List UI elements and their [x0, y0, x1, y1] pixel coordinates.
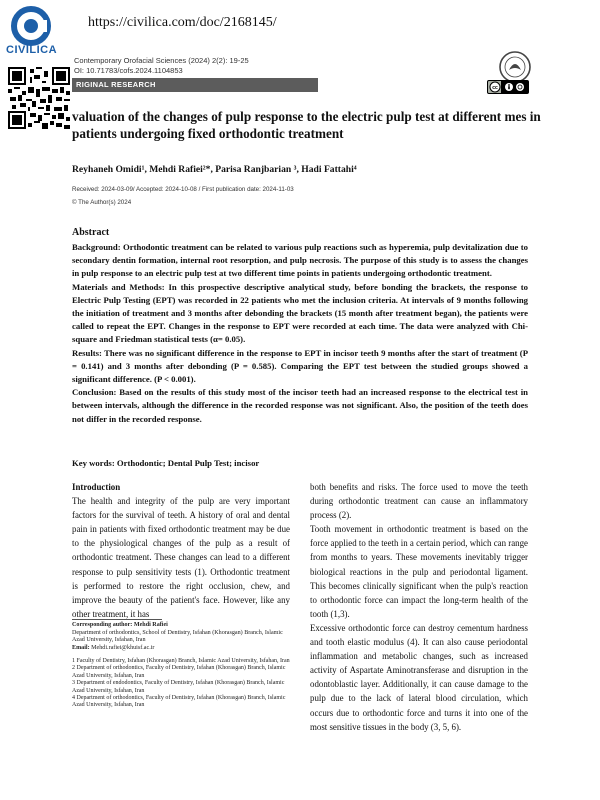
affiliation-4: 4 Department of orthodontics, Faculty of Dentistry, Isfahan (Khorasgan) Branch, Islamic Azad University, Isfahan, Iran — [72, 695, 286, 709]
qr-code-icon — [8, 67, 70, 129]
keywords: Key words: Orthodontic; Dental Pulp Test; incisor — [72, 458, 260, 468]
journal-citation: Contemporary Orofacial Sciences (2024) 2(2): 19-25 — [74, 56, 249, 65]
publication-dates: Received: 2024-03-09/ Accepted: 2024-10-08 / First publication date: 2024-11-03 — [72, 186, 294, 193]
cc-license-text: cc — [492, 85, 498, 91]
abstract-background: Background: Orthodontic treatment can be related to various pulp reactions such as hyperemia, pulp devitalization due to secondary dentin formation, internal root resorption, and pulp necrosis. The purpose of this study is to assess the changes in pulp response to an electric pulp test at two different time points in patients undergoing orthodontic treatment. — [72, 242, 528, 279]
corresponding-author — [72, 622, 290, 652]
right-column — [310, 480, 528, 734]
abstract-results: Results: There was no significant difference in the response to EPT in incisor teeth 9 months after the start of treatment (P = 0.141) and 3 months after debonding (P = 0.585). Comparing the EPT test between the studied groups showed a significant difference. (P < 0.001). — [72, 347, 528, 385]
abstract-heading: Abstract — [72, 227, 110, 238]
journal-seal-icon — [498, 50, 532, 84]
abstract-body — [72, 241, 528, 426]
journal-doi[interactable]: OI: 10.71783/cofs.2024.1104853 — [74, 66, 183, 75]
journal-info — [74, 56, 249, 76]
email-label: Email: — [72, 644, 90, 651]
abstract-methods: Materials and Methods: In this prospective descriptive analytical study, before bonding the brackets, the response to Electric Pulp Testing (EPT) was recorded in 22 patients who met the inclusion criteria. At intervals of 9 months following the initiation of treatment and 3 months after debonding the brackets (15 month after treatment began), the patients were called to repeat the EPT. Changes in the response to EPT were recorded at each time. The data were analyzed with Chi-square and Friedman statistical tests (α= 0.05). — [72, 281, 528, 345]
corresponding-author-dept: Department of orthodontics, School of Dentistry, Isfahan (Khorasgan) Branch, Islamic Azad University, Isfahan, Iran — [72, 629, 283, 644]
civilica-wordmark: CIVILICA — [6, 44, 58, 56]
affiliation-2: 2 Department of orthodontics, Faculty of Dentistry, Isfahan (Khorasgan) Branch, Islamic Azad University, Isfahan, Iran — [72, 665, 286, 679]
article-type-label: RIGINAL RESEARCH — [76, 80, 156, 89]
article-title: valuation of the changes of pulp response to the electric pulp test at different mes in patients undergoing fixed orthodontic treatment — [72, 109, 541, 141]
author-list: Reyhaneh Omidi¹, Mehdi Rafiei²*, Parisa Ranjbarian ³, Hadi Fattahi⁴ — [72, 164, 357, 175]
footnote-divider — [72, 619, 162, 620]
corresponding-author-label: Corresponding author: Mehdi Rafiei — [72, 622, 168, 628]
affiliation-1: 1 Faculty of Dentistry, Isfahan (Khorasgan) Branch, Islamic Azad University, Isfahan, Iran — [72, 658, 290, 664]
body-paragraph-1: both benefits and risks. The force used to move the teeth during orthodontic treatment can cause an inflammatory process (2). — [310, 482, 528, 521]
abstract-conclusion: Conclusion: Based on the results of this study most of the incisor teeth had an increased response to the electrical test in between intervals, although the difference in the recorded response was not significant. Also, the position of the teeth does not differ in the recorded response. — [72, 387, 528, 424]
body-paragraph-2: Tooth movement in orthodontic treatment is based on the force applied to the teeth in a certain period, which can range from months to years. These movements inevitably trigger biological reactions in the pulp and periodontal ligament. This becomes clinically significant when the pulp's reaction to orthodontic force can impact the long-term health of the tooth (1,3). — [310, 524, 528, 619]
cc-license-icon[interactable] — [487, 80, 529, 94]
document-url[interactable]: https://civilica.com/doc/2168145/ — [88, 15, 277, 30]
copyright-line: © The Author(s) 2024 — [72, 199, 132, 206]
affiliations — [72, 658, 290, 710]
body-paragraph-3: Excessive orthodontic force can destroy cementum hardness and tooth elastic modulus (4). It can also cause periodontal inflammation and metabolic changes, such as increased activity of Aspartate Aminotransferase and disruption in the odontoblastic layer. Additionally, it can cause damage to the pulp due to the lack of lateral blood circulation, which occurs due to orthodontic force and turns it into one of the most sensitive tissues in the body (3, 5, 6). — [310, 622, 528, 732]
email-link[interactable]: Mehdi.rafiei@khuisf.ac.ir — [91, 644, 155, 651]
left-column — [72, 480, 290, 621]
affiliation-3: 3 Department of endodontics, Faculty of Dentistry, Isfahan (Khorasgan) Branch, Islamic Azad University, Isfahan, Iran — [72, 680, 285, 694]
intro-paragraph: The health and integrity of the pulp are very important factors for the survival of teeth. A history of oral and dental pain in patients with fixed orthodontic treatment may be due to the physiological changes of the pulp as a result of orthodontic treatment. These changes can lead to a different response to pulp sensitivity tests (1). Orthodontic treatment is performed to restore the right occlusion, chew, and improve the beauty of the patient's face. However, like any other treatment, it has — [72, 496, 290, 619]
introduction-heading: Introduction — [72, 482, 121, 492]
